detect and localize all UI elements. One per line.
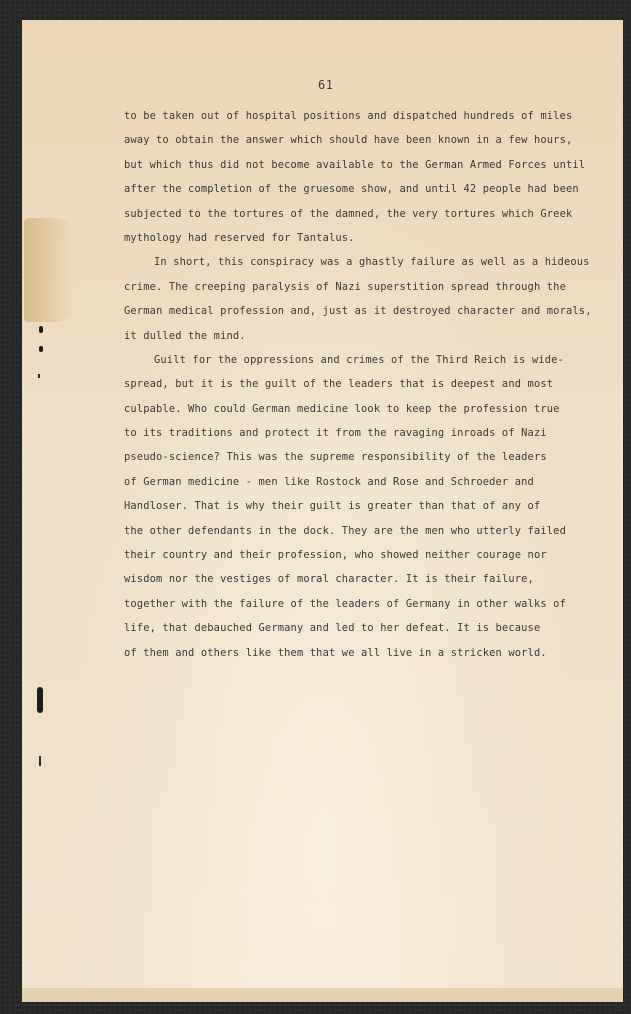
page-bottom-edge [22,988,623,1002]
text-line: spread, but it is the guilt of the leaders that is deepest and most [124,378,554,391]
text-line: mythology had reserved for Tantalus. [124,231,355,244]
text-line: the other defendants in the dock. They are the men who utterly failed [124,524,566,537]
paper-fleck [39,756,41,766]
text-line: to its traditions and protect it from the ravaging inroads of Nazi [124,427,547,440]
text-line: to be taken out of hospital positions and dispatched hundreds of miles [124,110,573,122]
text-line: Guilt for the oppressions and crimes of the Third Reich is wide- [154,353,564,366]
text-line: life, that debauched Germany and led to her defeat. It is because [124,622,541,635]
paragraph [124,250,594,348]
paragraph [124,348,594,665]
text-line: their country and their profession, who showed neither courage nor [124,549,547,562]
text-line: of German medicine - men like Rostock and Rose and Schroeder and [124,475,534,488]
text-line: away to obtain the answer which should have been known in a few hours, [124,134,573,147]
text-line: Handloser. That is why their guilt is greater than that of any of [124,500,541,513]
page-number: 61 [318,78,334,92]
text-line: after the completion of the gruesome show, and until 42 people had been [124,183,579,196]
paper-stain [24,218,74,322]
text-line: In short, this conspiracy was a ghastly failure as well as a hideous [154,256,590,269]
text-line: culpable. Who could German medicine look to keep the profession true [124,402,560,415]
document-page [22,20,623,1002]
text-line: subjected to the tortures of the damned, the very tortures which Greek [124,207,573,220]
text-line: German medical profession and, just as it destroyed character and morals, [124,305,592,318]
text-line: pseudo-science? This was the supreme responsibility of the leaders [124,451,547,464]
text-line: of them and others like them that we all live in a stricken world. [124,646,547,659]
text-line: wisdom nor the vestiges of moral character. It is their failure, [124,573,534,586]
body-text [124,104,594,665]
paper-fleck [38,374,40,378]
paragraph [124,104,594,250]
text-line: together with the failure of the leaders of Germany in other walks of [124,597,566,610]
punch-mark [39,346,43,352]
text-line: crime. The creeping paralysis of Nazi superstition spread through the [124,280,566,293]
punch-mark [39,326,43,333]
text-line: it dulled the mind. [124,329,246,342]
punch-mark [37,687,43,713]
text-line: but which thus did not become available to the German Armed Forces until [124,158,586,171]
